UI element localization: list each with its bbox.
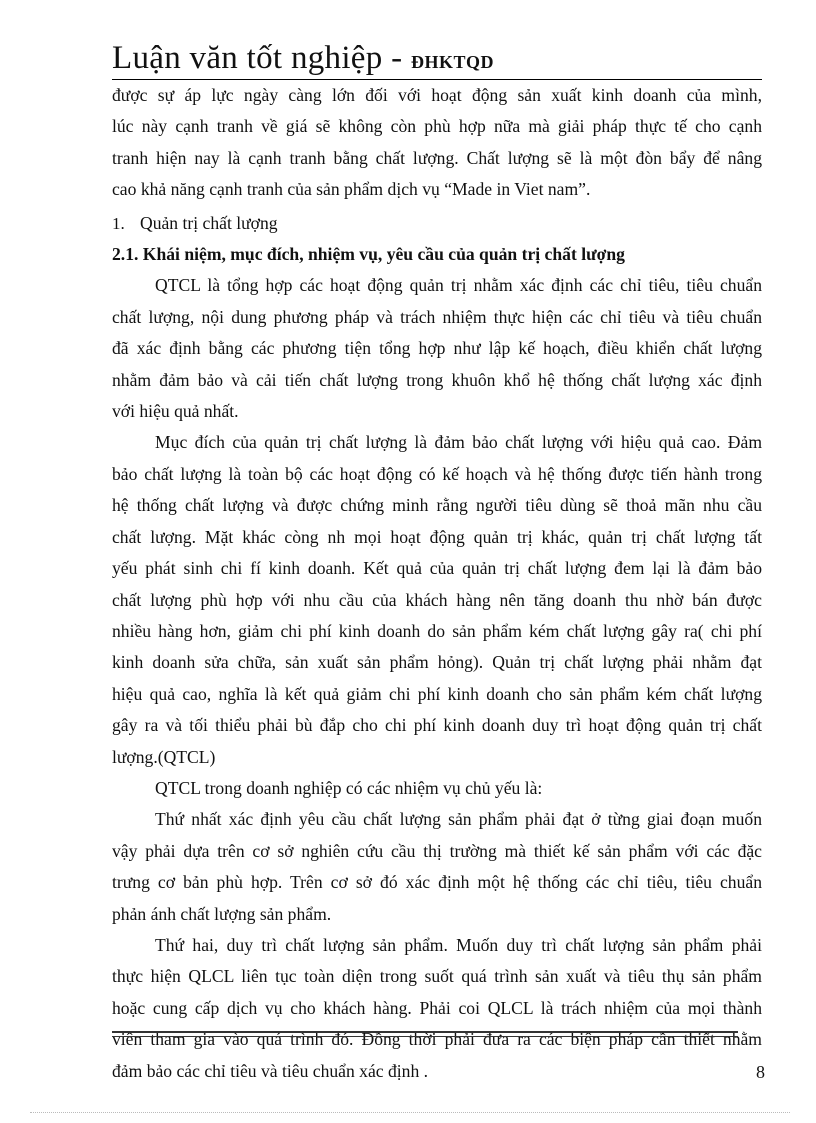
text-line: Thứ nhất xác định yêu cầu chất lượng sản phẩm phải đạt ở từng giai đoạn muốn (155, 809, 762, 830)
text-line: chất lượng. Mặt khác còng nh mọi hoạt động quản trị khác, quản trị chất lượng tất (112, 526, 762, 547)
header-title: Luận văn tốt nghiệp - (112, 40, 411, 76)
text-line: đã xác định bằng các phương tiện tổng hợp như lập kế hoạch, điều khiển chất lượng (112, 338, 762, 359)
text-line: vậy phải dựa trên cơ sở nghiên cứu cầu thị trường mà thiết kế sản phẩm với các đặc (112, 840, 762, 861)
text-line: gây ra và tối thiểu phải bù đắp cho chi phí kinh doanh duy trì hoạt động quản trị chất (112, 715, 762, 736)
text-line: được sự áp lực ngày càng lớn đối với hoạt động sản xuất kinh doanh của mình, (112, 85, 762, 105)
document-body (112, 80, 762, 1087)
text-line: chất lượng, nội dung phương pháp và trách nhiệm thực hiện các chỉ tiêu và tiêu chuẩn (112, 306, 762, 327)
text-line: nhiều hàng hơn, giảm chi phí kinh doanh do sản phẩm kém chất lượng gây ra( chi phí (112, 620, 762, 641)
text-line: QTCL trong doanh nghiệp có các nhiệm vụ chủ yếu là: (155, 777, 543, 798)
text-line: hệ thống chất lượng và được chứng minh rằng người tiêu dùng sẽ thoả mãn nhu cầu (112, 495, 762, 516)
text-line: phản ánh chất lượng sản phẩm. (112, 903, 332, 924)
section-heading (112, 208, 762, 239)
text-line: đảm bảo các chỉ tiêu và tiêu chuẩn xác định . (112, 1060, 429, 1081)
text-line: lượng.(QTCL) (112, 746, 216, 767)
text-line: lúc này cạnh tranh về giá sẽ không còn phù hợp nữa mà giải pháp thực tế cho cạnh (112, 116, 762, 137)
text-line: kinh doanh sửa chữa, sản xuất sản phẩm hỏng). Quản trị chất lượng phải nhằm đạt (112, 652, 762, 673)
section-number: 1. (112, 213, 125, 233)
page-edge-divider (30, 1112, 790, 1113)
text-line: thực hiện QLCL liên tục toàn diện trong suốt quá trình sản xuất và tiêu thụ sản phẩm (112, 966, 762, 987)
page-number: 8 (756, 1062, 765, 1082)
text-line: với hiệu quả nhất. (112, 401, 239, 422)
text-line: chất lượng phù hợp với nhu cầu của khách hàng nên tăng doanh thu nhờ bán được (112, 589, 762, 610)
text-line: viên tham gia vào quá trình đó. Đồng thời phải đưa ra các biện pháp cần thiết nhằm (112, 1029, 762, 1050)
text-line: cao khả năng cạnh tranh của sản phẩm dịch vụ “Made in Viet nam”. (112, 179, 591, 200)
subsection-heading: 2.1. Khái niệm, mục đích, nhiệm vụ, yêu cầu của quản trị chất lượng (112, 244, 625, 265)
section-title: Quản trị chất lượng (140, 212, 278, 233)
text-line: bảo chất lượng là toàn bộ các hoạt động có kế hoạch và hệ thống được tiến hành trong (112, 463, 762, 484)
text-line: Thứ hai, duy trì chất lượng sản phẩm. Muốn duy trì chất lượng sản phẩm phải (155, 934, 762, 955)
header-org: ĐHKTQD (410, 52, 494, 72)
text-line: tranh hiện nay là cạnh tranh bằng chất lượng. Chất lượng sẽ là một đòn bẩy để nâng (112, 147, 762, 168)
text-line: hoặc cung cấp dịch vụ cho khách hàng. Phải coi QLCL là trách nhiệm của mọi thành (112, 997, 762, 1018)
footer-rule (112, 1031, 738, 1033)
text-line: Mục đích của quản trị chất lượng là đảm bảo chất lượng với hiệu quả cao. Đảm (155, 432, 762, 453)
footer-rule (112, 1036, 738, 1037)
text-line: trưng cơ bản phù hợp. Trên cơ sở đó xác định một hệ thống các chỉ tiêu, tiêu chuẩn (112, 872, 762, 893)
text-line: QTCL là tổng hợp các hoạt động quản trị nhằm xác định các chỉ tiêu, tiêu chuẩn (155, 275, 762, 296)
text-line: hiệu quả cao, nghĩa là kết quả giảm chi phí kinh doanh cho sản phẩm kém chất lượng (112, 683, 762, 704)
page-header (112, 40, 762, 80)
text-line: yếu phát sinh chi fí kinh doanh. Kết quả của quản trị chất lượng đem lại là đảm bảo (112, 558, 762, 579)
text-line: nhằm đảm bảo và cải tiến chất lượng trong khuôn khổ hệ thống chất lượng xác định (112, 369, 762, 390)
